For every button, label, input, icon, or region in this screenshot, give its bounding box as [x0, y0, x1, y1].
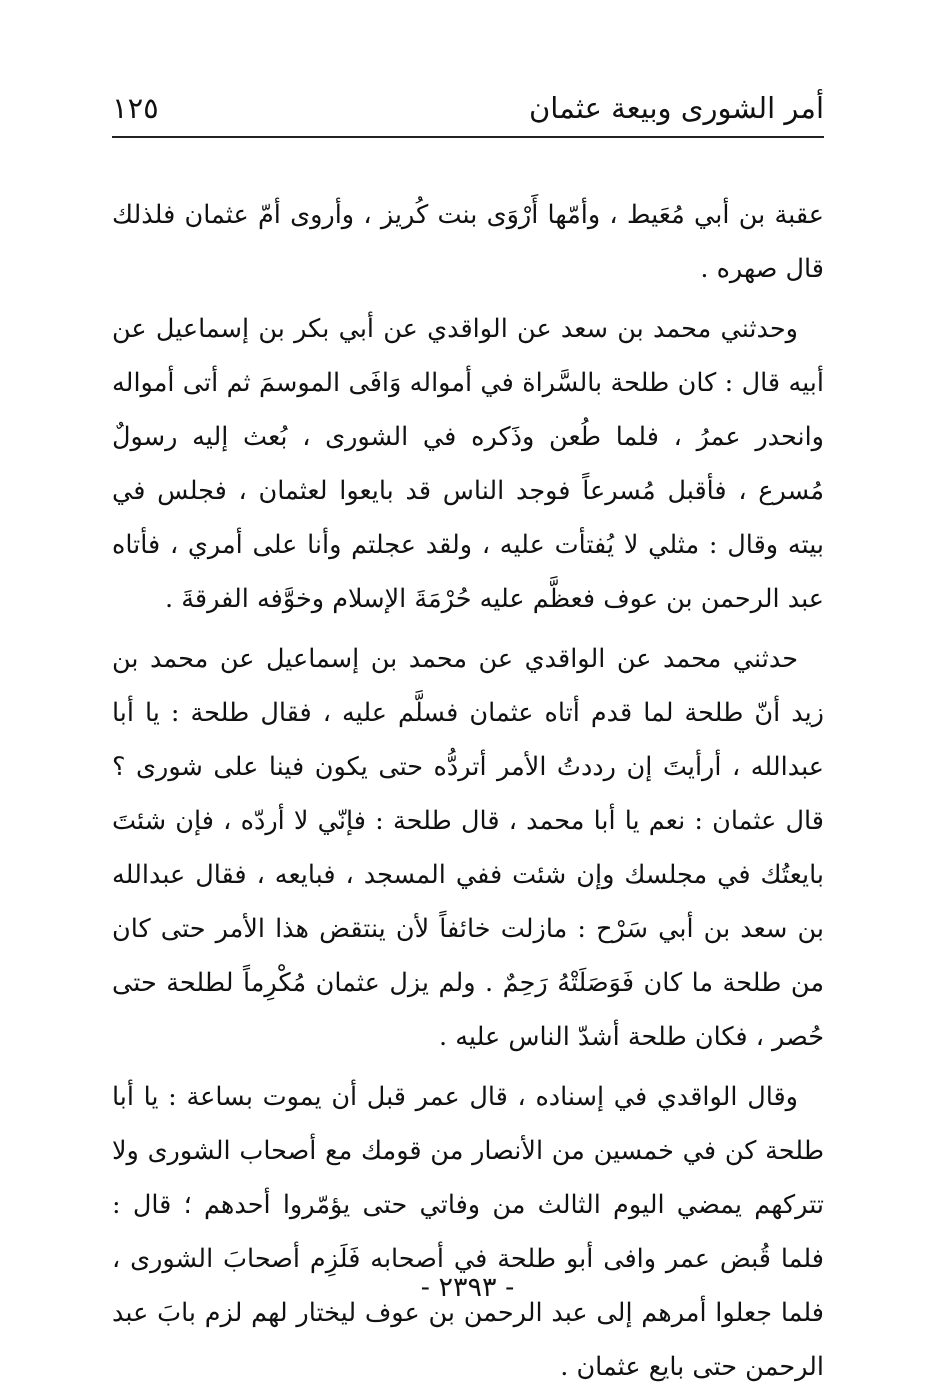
paragraph-3	[112, 632, 824, 1064]
paragraph-text: وقال الواقدي في إسناده ، قال عمر قبل أن يموت بساعة : يا أبا طلحة كن في خمسين من الأنصار من قومك مع أصحاب الشورى ولا تتركهم يمضي اليوم الثالث من وفاتي حتى يؤمّروا أحدهم ؛ قال : فلما قُبض عمر وافى أبو طلحة في أصحابه فَلَزِم أصحابَ الشورى ، فلما جعلوا أمرهم إلى عبد الرحمن بن عوف ليختار لهم لزم بابَ عبد الرحمن حتى بايع عثمان .	[112, 1082, 824, 1382]
paragraph-text: حدثني محمد عن الواقدي عن محمد بن إسماعيل عن محمد بن زيد أنّ طلحة لما قدم أتاه عثمان فسلَّم عليه ، فقال طلحة : يا أبا عبدالله ، أرأيتَ إن رددتُ الأمر أتردُّه حتى يكون فينا على شورى ؟ قال عثمان : نعم يا أبا محمد ، قال طلحة : فإنّي لا أردّه ، فإن شئتَ بايعتُك في مجلسك وإن شئت ففي المسجد ، فبايعه ، فقال عبدالله بن سعد بن أبي سَرْح : مازلت خائفاً لأن ينتقض هذا الأمر حتى كان من طلحة ما كان فَوَصَلَتْهُ رَحِمٌ . ولم يزل عثمان مُكْرِماً لطلحة حتى حُصر ، فكان طلحة أشدّ الناس عليه .	[112, 644, 824, 1052]
paragraph-text: عقبة بن أبي مُعَيط ، وأمّها أَرْوَى بنت كُريز ، وأروى أمّ عثمان فلذلك قال صهره .	[112, 200, 824, 284]
running-title: أمر الشورى وبيعة عثمان	[528, 91, 824, 125]
header-rule	[112, 136, 824, 138]
body-text	[112, 188, 824, 1400]
paragraph-2	[112, 302, 824, 626]
paragraph-4	[112, 1070, 824, 1394]
page-header	[112, 86, 824, 138]
page-number: ١٢٥	[112, 91, 159, 125]
paragraph-text: وحدثني محمد بن سعد عن الواقدي عن أبي بكر بن إسماعيل عن أبيه قال : كان طلحة بالسَّراة في أمواله وَافَى الموسمَ ثم أتى أمواله وانحدر عمرُ ، فلما طُعن وذَكره في الشورى ، بُعث إليه رسولٌ مُسرع ، فأقبل مُسرعاً فوجد الناس قد بايعوا لعثمان ، فجلس في بيته وقال : مثلي لا يُفتأت عليه ، ولقد عجلتم وأنا على أمري ، فأتاه عبد الرحمن بن عوف فعظَّم عليه حُرْمَةَ الإسلام وخوَّفه الفرقةَ .	[112, 314, 824, 614]
paragraph-1	[112, 188, 824, 296]
footer-page-number: - ٢٣٩٣ -	[420, 1272, 515, 1303]
